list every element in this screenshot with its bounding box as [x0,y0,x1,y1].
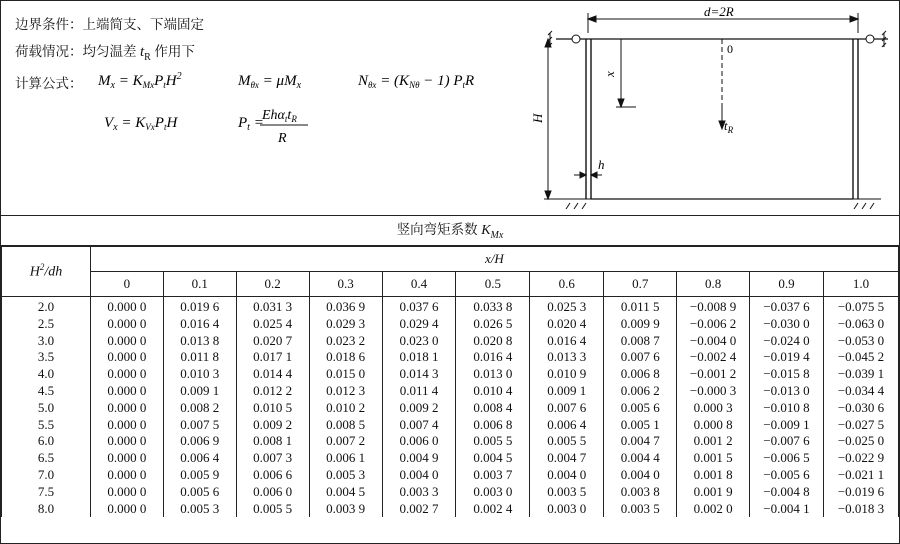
table-cell: 0.007 5 [163,417,236,434]
table-cell: 0.010 4 [456,383,530,400]
table-cell: −0.030 0 [750,316,824,333]
column-header: 0.8 [677,272,750,297]
table-title: 竖向弯矩系数 $K_{Mx}$ [1,215,899,246]
table-cell: −0.004 1 [750,501,824,518]
temp-label: $t_R$ [724,118,734,135]
table-cell: 0.004 9 [382,450,456,467]
table-cell: 0.005 1 [604,417,677,434]
table-cell: 0.003 8 [604,484,677,501]
table-cell: 0.009 1 [163,383,236,400]
table-cell: −0.019 4 [750,349,824,366]
table-cell: −0.010 8 [750,400,824,417]
table-cell: −0.025 0 [823,433,898,450]
row-key: 4.5 [2,383,91,400]
table-cell: 0.000 0 [90,349,163,366]
table-cell: 0.005 9 [163,467,236,484]
table-cell: 0.006 4 [163,450,236,467]
boundary-label: 边界条件： [15,17,83,33]
table-cell: 0.006 4 [530,417,604,434]
table-cell: 0.008 1 [236,433,309,450]
table-cell: 0.013 0 [456,366,530,383]
table-cell: 0.004 5 [309,484,382,501]
table-cell: 0.008 4 [456,400,530,417]
table-cell: 0.008 5 [309,417,382,434]
table-cell: 0.015 0 [309,366,382,383]
table-cell: 0.011 5 [604,297,677,316]
table-cell: 0.003 5 [604,501,677,518]
table-cell: 0.007 4 [382,417,456,434]
table-cell: 0.002 7 [382,501,456,518]
table-cell: 0.010 5 [236,400,309,417]
table-cell: −0.021 1 [823,467,898,484]
table-cell: 0.009 9 [604,316,677,333]
table-cell: 0.020 8 [456,333,530,350]
table-row [2,383,899,400]
column-header: 0.9 [750,272,824,297]
table-cell: 0.003 0 [456,484,530,501]
row-key: 2.0 [2,297,91,316]
table-cell: 0.000 8 [677,417,750,434]
table-cell: 0.004 4 [604,450,677,467]
table-cell: 0.000 0 [90,400,163,417]
table-cell: 0.005 5 [236,501,309,518]
table-cell: 0.006 8 [456,417,530,434]
table-cell: 0.002 0 [677,501,750,518]
table-cell: 0.005 6 [604,400,677,417]
column-header: 0 [90,272,163,297]
table-cell: −0.008 9 [677,297,750,316]
table-cell: 0.004 0 [530,467,604,484]
row-key: 8.0 [2,501,91,518]
table-cell: 0.004 0 [382,467,456,484]
table-cell: 0.014 4 [236,366,309,383]
table-cell: 0.036 9 [309,297,382,316]
column-header: 1.0 [823,272,898,297]
column-header: 0.1 [163,272,236,297]
table-cell: −0.001 2 [677,366,750,383]
table-cell: 0.006 9 [163,433,236,450]
load-condition [15,40,195,63]
height-label: H [530,113,545,123]
table-cell: 0.001 9 [677,484,750,501]
table-cell: 0.007 6 [604,349,677,366]
table-cell: 0.005 5 [530,433,604,450]
table-cell: 0.000 0 [90,484,163,501]
column-header: 0.5 [456,272,530,297]
table-cell: 0.000 0 [90,417,163,434]
table-cell: 0.004 5 [456,450,530,467]
col-group-header: x/H [90,247,898,272]
column-header: 0.2 [236,272,309,297]
table-cell: 0.020 7 [236,333,309,350]
coefficient-table [1,246,899,517]
table-row [2,467,899,484]
table-cell: −0.006 5 [750,450,824,467]
table-cell: 0.031 3 [236,297,309,316]
table-cell: 0.023 2 [309,333,382,350]
row-key: 5.5 [2,417,91,434]
table-cell: 0.008 2 [163,400,236,417]
load-label: 荷载情况： [15,44,83,60]
table-cell: 0.006 2 [604,383,677,400]
table-cell: 0.004 7 [530,450,604,467]
diameter-label: d=2R [704,4,734,19]
table-cell: 0.012 3 [309,383,382,400]
table-row [2,316,899,333]
table-cell: 0.006 6 [236,467,309,484]
table-cell: 0.025 4 [236,316,309,333]
table-cell: 0.000 0 [90,433,163,450]
table-cell: 0.014 3 [382,366,456,383]
table-cell: 0.026 5 [456,316,530,333]
table-cell: 0.003 3 [382,484,456,501]
table-row [2,417,899,434]
table-row [2,484,899,501]
table-cell: 0.013 3 [530,349,604,366]
cylinder-diagram [530,3,898,213]
table-cell: 0.011 8 [163,349,236,366]
thickness-label: h [598,157,605,172]
table-cell: −0.027 5 [823,417,898,434]
table-cell: 0.037 6 [382,297,456,316]
table-cell: 0.005 3 [309,467,382,484]
table-cell: −0.019 6 [823,484,898,501]
table-cell: −0.022 9 [823,450,898,467]
table-cell: −0.039 1 [823,366,898,383]
formula-block [96,61,516,151]
table-cell: 0.019 6 [163,297,236,316]
table-cell: −0.006 2 [677,316,750,333]
table-body [2,297,899,518]
table-cell: 0.003 7 [456,467,530,484]
x-label: x [602,71,617,77]
table-cell: 0.000 0 [90,297,163,316]
table-cell: −0.002 4 [677,349,750,366]
row-key: 7.5 [2,484,91,501]
formula-pt: $P_t$ = [238,115,264,133]
table-cell: 0.009 2 [382,400,456,417]
table-cell: −0.004 8 [750,484,824,501]
table-cell: −0.013 0 [750,383,824,400]
row-key: 5.0 [2,400,91,417]
table-cell: 0.004 7 [604,433,677,450]
table-cell: 0.000 0 [90,383,163,400]
table-cell: 0.008 7 [604,333,677,350]
column-header: 0.3 [309,272,382,297]
origin-label: 0 [727,42,733,56]
table-cell: 0.000 0 [90,450,163,467]
table-cell: 0.007 3 [236,450,309,467]
row-key: 3.5 [2,349,91,366]
table-row [2,297,899,316]
boundary-condition [15,13,204,34]
formula-ntheta: $N_{\theta x} = (K_{N\theta} - 1)$ $P_tR$ [358,73,475,90]
table-cell: 0.010 3 [163,366,236,383]
table-title-symbol: K [481,223,491,238]
formula-mtheta: $M_{\theta x} = \mu M_x$ [238,73,302,91]
load-symbol-sub: R [144,51,151,63]
table-cell: 0.006 8 [604,366,677,383]
table-cell: 0.004 0 [604,467,677,484]
table-cell: 0.013 8 [163,333,236,350]
row-header: $H^2/dh$ [2,247,91,297]
table-row [2,501,899,518]
table-row [2,349,899,366]
table-cell: 0.005 3 [163,501,236,518]
table-cell: 0.010 9 [530,366,604,383]
formula-label: 计算公式： [15,76,83,92]
table-cell: 0.005 6 [163,484,236,501]
table-cell: 0.012 2 [236,383,309,400]
load-symbol: t [140,44,145,60]
table-cell: −0.004 0 [677,333,750,350]
table-cell: 0.000 0 [90,333,163,350]
column-header-row [2,272,899,297]
table-cell: −0.037 6 [750,297,824,316]
table-cell: 0.016 4 [530,333,604,350]
table-cell: 0.025 3 [530,297,604,316]
table-cell: 0.029 3 [309,316,382,333]
table-cell: −0.018 3 [823,501,898,518]
row-key: 6.0 [2,433,91,450]
table-cell: −0.007 6 [750,433,824,450]
table-row [2,333,899,350]
table-cell: 0.023 0 [382,333,456,350]
table-cell: 0.001 2 [677,433,750,450]
table-cell: −0.045 2 [823,349,898,366]
table-cell: 0.000 0 [90,366,163,383]
table-cell: 0.018 6 [309,349,382,366]
row-key: 2.5 [2,316,91,333]
formula-vx: $V_x = K_{Vx}P_tH$ [104,115,178,133]
row-key: 7.0 [2,467,91,484]
table-cell: −0.024 0 [750,333,824,350]
formula-mx: $M_x = K_{Mx}P_tH^2$ [98,71,182,91]
table-cell: −0.015 8 [750,366,824,383]
header-panel [1,1,899,216]
table-cell: 0.001 8 [677,467,750,484]
column-header: 0.6 [530,272,604,297]
table-row [2,366,899,383]
table-cell: 0.007 2 [309,433,382,450]
table-cell: −0.030 6 [823,400,898,417]
column-header: 0.7 [604,272,677,297]
table-cell: 0.000 0 [90,316,163,333]
table-cell: 0.017 1 [236,349,309,366]
table-cell: 0.006 0 [382,433,456,450]
table-cell: 0.001 5 [677,450,750,467]
table-cell: 0.003 9 [309,501,382,518]
table-cell: −0.075 5 [823,297,898,316]
table-cell: 0.033 8 [456,297,530,316]
svg-text:EhαttR: $Eh\alpha_tt_R$ [262,108,297,124]
table-cell: −0.005 6 [750,467,824,484]
row-key: 4.0 [2,366,91,383]
table-cell: 0.009 2 [236,417,309,434]
table-cell: 0.009 1 [530,383,604,400]
table-row [2,433,899,450]
load-suffix: 作用下 [154,44,195,60]
table-cell: 0.016 4 [163,316,236,333]
table-cell: 0.007 6 [530,400,604,417]
table-row [2,400,899,417]
table-cell: 0.006 1 [309,450,382,467]
table-cell: 0.006 0 [236,484,309,501]
load-prefix: 均匀温差 [82,44,137,60]
table-cell: 0.020 4 [530,316,604,333]
boundary-value: 上端简支、下端固定 [82,17,204,33]
table-cell: −0.034 4 [823,383,898,400]
table-cell: 0.003 0 [530,501,604,518]
table-cell: 0.029 4 [382,316,456,333]
table-cell: 0.010 2 [309,400,382,417]
table-cell: 0.016 4 [456,349,530,366]
table-cell: −0.053 0 [823,333,898,350]
table-cell: 0.011 4 [382,383,456,400]
row-key: 6.5 [2,450,91,467]
table-cell: −0.000 3 [677,383,750,400]
table-cell: 0.000 0 [90,501,163,518]
table-row [2,450,899,467]
table-cell: −0.009 1 [750,417,824,434]
table-title-sub: Mx [490,229,504,241]
row-key: 3.0 [2,333,91,350]
svg-text:R: R [278,131,287,146]
table-cell: 0.003 5 [530,484,604,501]
table-cell: 0.002 4 [456,501,530,518]
table-cell: 0.000 0 [90,467,163,484]
table-cell: 0.018 1 [382,349,456,366]
table-cell: −0.063 0 [823,316,898,333]
column-header: 0.4 [382,272,456,297]
table-cell: 0.005 5 [456,433,530,450]
table-cell: 0.000 3 [677,400,750,417]
